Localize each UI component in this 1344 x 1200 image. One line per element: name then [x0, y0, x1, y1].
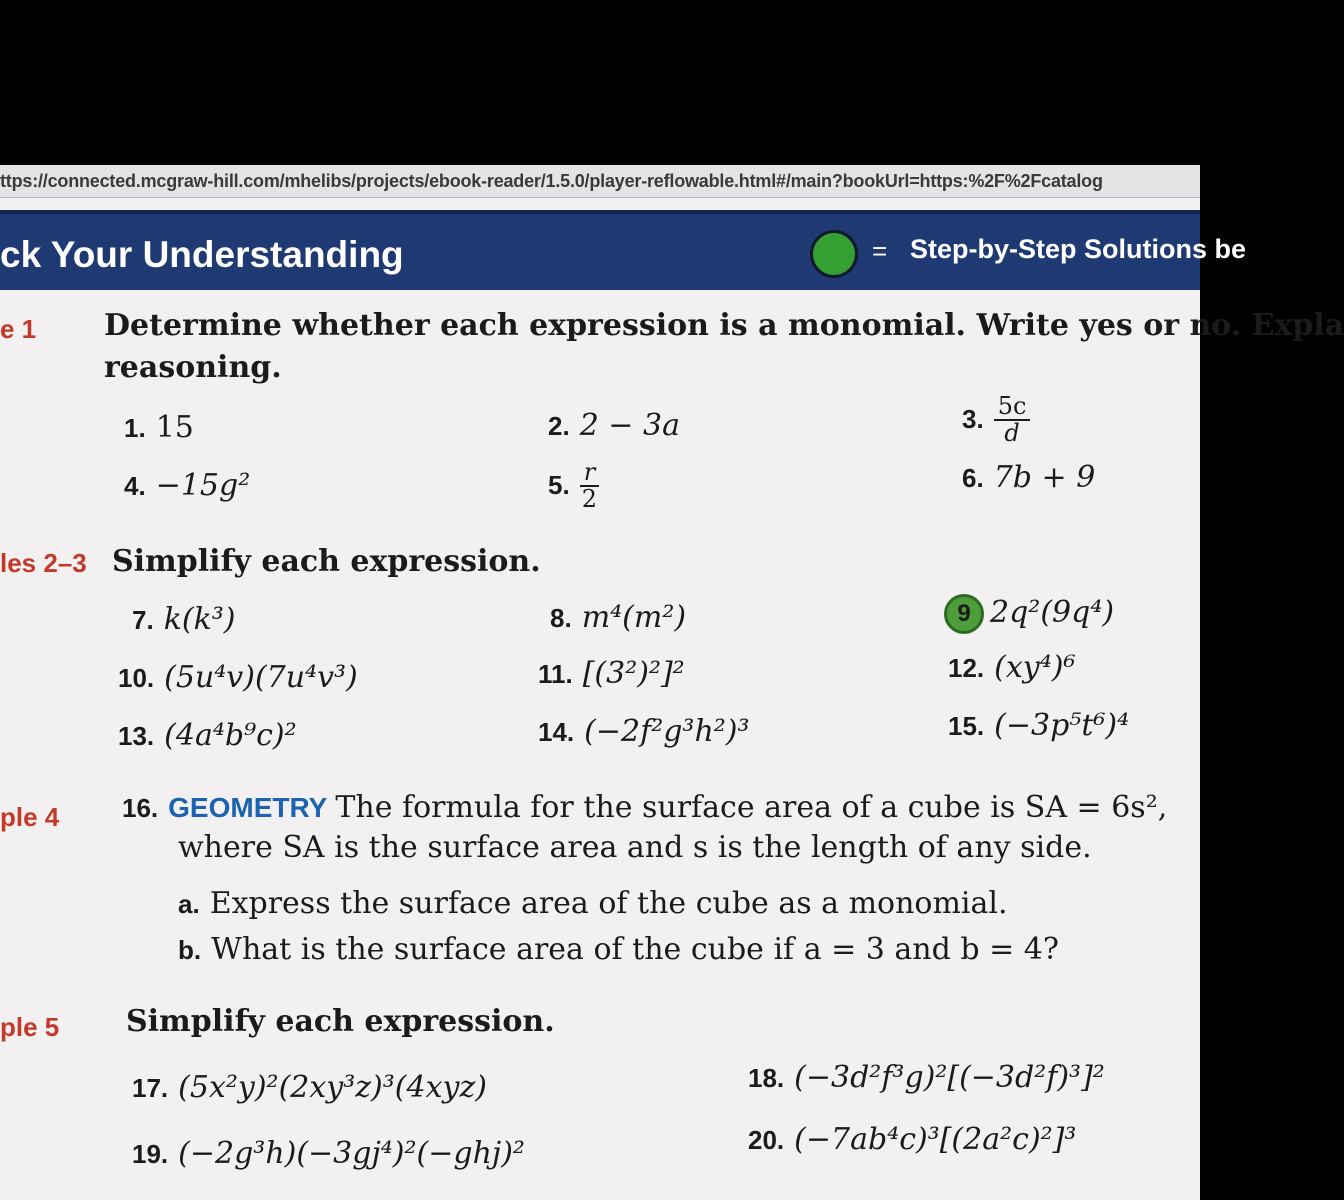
banner-title: ck Your Understanding — [0, 234, 404, 275]
exercise-14: 14. (−2f²g³h²)³ — [538, 714, 750, 749]
circled-number-icon[interactable]: 9 — [944, 594, 984, 634]
section1-heading-line1: Determine whether each expression is a monomial. Write yes or no. Expla — [104, 308, 1344, 343]
camera-black-area — [0, 0, 1200, 165]
exercise-4: 4. −15g² — [124, 468, 251, 503]
exercise-6: 6. 7b + 9 — [962, 460, 1096, 495]
exercise-13: 13. (4a⁴b⁹c)² — [118, 718, 297, 753]
exercise-7: 7. k(k³) — [132, 602, 236, 637]
exercise-10: 10. (5u⁴v)(7u⁴v³) — [118, 660, 358, 695]
exercise-17: 17. (5x²y)²(2xy³z)³(4xyz) — [132, 1070, 487, 1105]
section-banner — [0, 210, 1247, 290]
address-bar[interactable] — [0, 165, 1200, 198]
exercise-3: 3. $\frac{5c}{d}$ — [962, 394, 1030, 446]
example-label-1: e 1 — [0, 314, 37, 344]
exercise-18: 18. (−3d²f³g)²[(−3d²f)³]² — [748, 1060, 1105, 1095]
exercise-9[interactable]: 9 2q²(9q⁴) — [944, 594, 1114, 634]
example-label-2-3: les 2–3 — [0, 548, 87, 578]
exercise-16-line2: where SA is the surface area and s is the length of any side. — [178, 830, 1092, 865]
step-by-step-icon — [810, 230, 858, 278]
section4-heading: Simplify each expression. — [126, 1004, 555, 1039]
exercise-11: 11. [(3²)²]² — [538, 656, 685, 691]
exercise-8: 8. m⁴(m²) — [550, 600, 687, 635]
exercise-15: 15. (−3p⁵t⁶)⁴ — [948, 708, 1130, 743]
url-text[interactable]: ttps://connected.mcgraw-hill.com/mhelibs/projects/ebook-reader/1.5.0/player-reflowable.html#/main?bookUrl=https:%2F%2Fcatalog — [0, 171, 1103, 191]
exercise-16a: a. Express the surface area of the cube as a monomial. — [178, 886, 1008, 921]
exercise-19: 19. (−2g³h)(−3gj⁴)²(−ghj)² — [132, 1136, 525, 1171]
exercise-2: 2. 2 − 3a — [548, 408, 680, 443]
exercise-16-line1: 16. GEOMETRY The formula for the surface area of a cube is SA = 6s², — [122, 790, 1168, 825]
exercise-1: 1. 15 — [124, 410, 194, 445]
equals-sign: = — [872, 236, 888, 266]
section2-heading: Simplify each expression. — [112, 544, 541, 579]
ebook-page — [0, 198, 1200, 1200]
exercise-12: 12. (xy⁴)⁶ — [948, 650, 1076, 685]
example-label-4: ple 4 — [0, 802, 60, 832]
banner-right-text: Step-by-Step Solutions be — [910, 234, 1247, 264]
exercise-16b: b. What is the surface area of the cube if a = 3 and b = 4? — [178, 932, 1059, 967]
topic-label: GEOMETRY — [168, 792, 328, 823]
exercise-20: 20. (−7ab⁴c)³[(2a²c)²]³ — [748, 1122, 1077, 1157]
exercise-5: 5. $\frac{r}{2}$ — [548, 460, 599, 512]
section1-heading-line2: reasoning. — [104, 350, 282, 385]
example-label-5: ple 5 — [0, 1012, 60, 1042]
